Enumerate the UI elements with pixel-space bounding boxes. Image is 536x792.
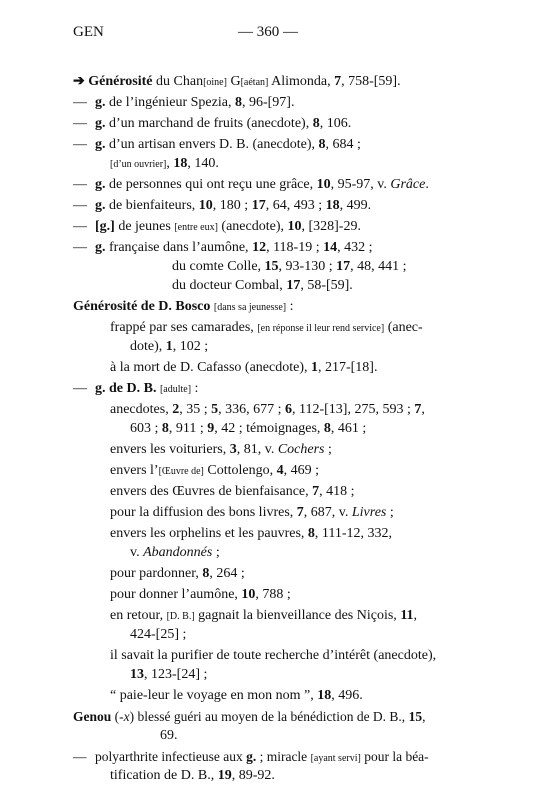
entry-line: tification de D. B., 19, 89-92. [110, 768, 275, 783]
entry-line: du docteur Combal, 17, 58-[59]. [172, 278, 353, 293]
entry-line: pour pardonner, 8, 264 ; [110, 566, 245, 581]
entry-line: en retour, [D. B.] gagnait la bienveillance des Niçois, 11, [110, 608, 418, 623]
entry-line: à la mort de D. Cafasso (anecdote), 1, 217-[18]. [110, 360, 378, 375]
entry-line: — g. de l’ingénieur Spezia, 8, 96-[97]. [73, 95, 295, 110]
entry-line: 603 ; 8, 911 ; 9, 42 ; témoignages, 8, 461 ; [130, 421, 367, 436]
entry-line: — g. de bienfaiteurs, 10, 180 ; 17, 64, 493 ; 18, 499. [73, 198, 372, 213]
entry-line: pour la diffusion des bons livres, 7, 687, v. Livres ; [110, 505, 394, 520]
entry-line: ➔ Générosité du Chan[oine] G[aétan] Alimonda, 7, 758-[59]. [73, 74, 401, 89]
entry-line: envers les voituriers, 3, 81, v. Cochers ; [110, 442, 332, 457]
entry-line: 69. [160, 728, 178, 743]
entry-line: envers les orphelins et les pauvres, 8, 111-12, 332, [110, 526, 393, 541]
entry-line: Genou (-x) blessé guéri au moyen de la bénédiction de D. B., 15, [73, 709, 426, 724]
entry-line: 424-[25] ; [130, 627, 187, 642]
entry-line: — g. d’un marchand de fruits (anecdote), 8, 106. [73, 116, 352, 131]
entry-line: frappé par ses camarades, [en réponse il leur rend service] (anec- [110, 320, 423, 335]
entry-line: envers l’[Œuvre de] Cottolengo, 4, 469 ; [110, 463, 319, 478]
running-head: GEN [73, 24, 104, 40]
entry-line: anecdotes, 2, 35 ; 5, 336, 677 ; 6, 112-[13], 275, 593 ; 7, [110, 402, 425, 417]
entry-line: — g. de personnes qui ont reçu une grâce, 10, 95-97, v. Grâce. [73, 177, 429, 192]
entry-line: — g. d’un artisan envers D. B. (anecdote), 8, 684 ; [73, 137, 361, 152]
entry-line: pour donner l’aumône, 10, 788 ; [110, 587, 291, 602]
entry-line: — [g.] de jeunes [entre eux] (anecdote), 10, [328]-29. [73, 219, 361, 234]
entry-line: Générosité de D. Bosco [dans sa jeunesse] : [73, 299, 294, 314]
entry-line: — g. française dans l’aumône, 12, 118-19 ; 14, 432 ; [73, 240, 373, 255]
page-number: — 360 — [238, 24, 298, 40]
entry-line: il savait la purifier de toute recherche d’intérêt (anecdote), [110, 648, 437, 663]
entry-line: dote), 1, 102 ; [130, 339, 209, 354]
entry-line: [d’un ouvrier], 18, 140. [110, 156, 219, 171]
entry-line: envers des Œuvres de bienfaisance, 7, 418 ; [110, 484, 355, 499]
entry-line: du comte Colle, 15, 93-130 ; 17, 48, 441 ; [172, 259, 407, 274]
entry-line: 13, 123-[24] ; [130, 667, 208, 682]
entry-line: — polyarthrite infectieuse aux g. ; miracle [ayant servi] pour la béa- [73, 749, 429, 764]
entry-line: “ paie-leur le voyage en mon nom ”, 18, 496. [110, 688, 363, 703]
entry-line: — g. de D. B. [adulte] : [73, 381, 199, 396]
entry-line: v. Abandonnés ; [130, 545, 220, 560]
